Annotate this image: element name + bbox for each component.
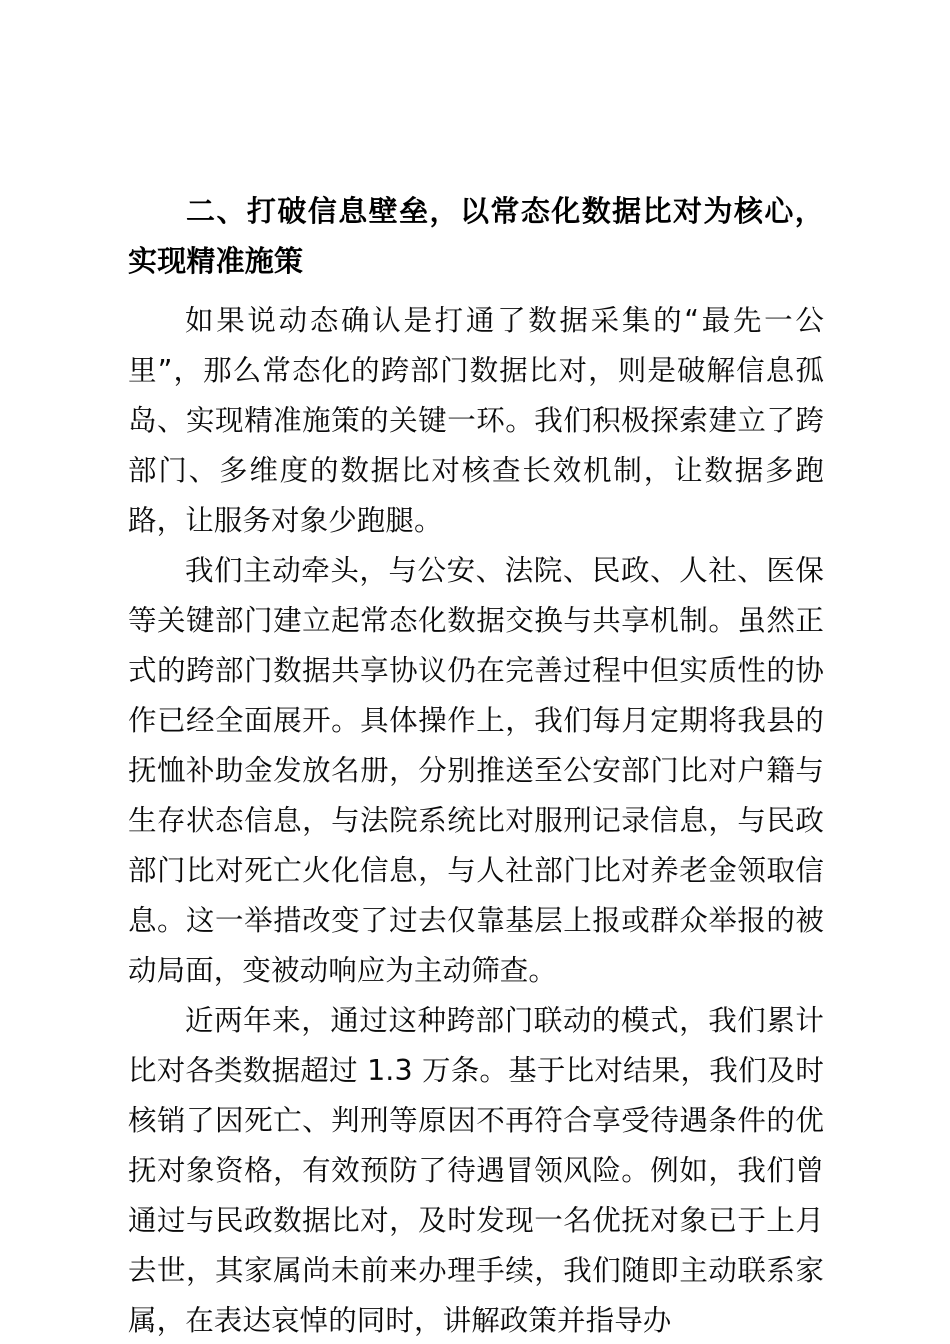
paragraph-1: 如果说动态确认是打通了数据采集的“最先一公里”，那么常态化的跨部门数据比对，则是破解信息孤岛、实现精准施策的关键一环。我们积极探索建立了跨部门、多维度的数据比对核查长效机制，让数据多跑路，让服务对象少跑腿。 — [128, 304, 824, 537]
document-body — [128, 296, 824, 1344]
paragraph-3: 近两年来，通过这种跨部门联动的模式，我们累计比对各类数据超过 1.3 万条。基于比对结果，我们及时核销了因死亡、判刑等原因不再符合享受待遇条件的优抚对象资格，有效预防了待遇冒领风险。例如，我们曾通过与民政数据比对，及时发现一名优抚对象已于上月去世，其家属尚未前来办理手续，我们随即主动联系家属，在表达哀悼的同时，讲解政策并指导办 — [128, 1004, 824, 1337]
section-heading: 二、打破信息壁垒，以常态化数据比对为核心，实现精准施策 — [128, 194, 824, 278]
document-content — [128, 186, 824, 1344]
paragraph-2: 我们主动牵头，与公安、法院、民政、人社、医保等关键部门建立起常态化数据交换与共享机制。虽然正式的跨部门数据共享协议仍在完善过程中但实质性的协作已经全面展开。具体操作上，我们每月定期将我县的抚恤补助金发放名册，分别推送至公安部门比对户籍与生存状态信息，与法院系统比对服刑记录信息，与民政部门比对死亡火化信息，与人社部门比对养老金领取信息。这一举措改变了过去仅靠基层上报或群众举报的被动局面，变被动响应为主动筛查。 — [128, 554, 824, 987]
